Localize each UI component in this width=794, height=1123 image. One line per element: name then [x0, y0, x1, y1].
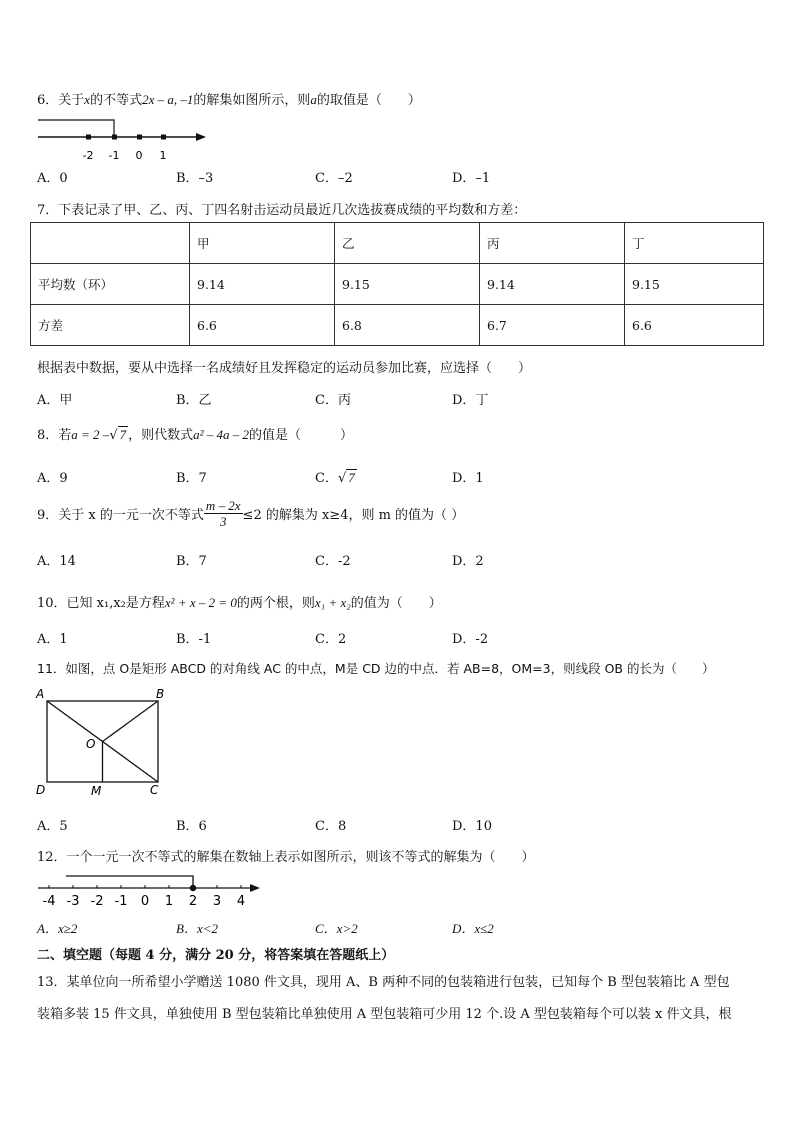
q9-option-d[interactable]: D．2 — [452, 554, 484, 569]
label-a: A — [36, 687, 45, 701]
table-cell: 6.6 — [625, 305, 764, 346]
label-o: O — [86, 737, 96, 751]
section-heading: 二、填空题（每题 4 分，满分 20 分，将答案填在答题纸上） — [37, 948, 395, 963]
q10-option-b[interactable]: B．-1 — [176, 632, 212, 647]
q11-stem: 11．如图，点 O是矩形 ABCD 的对角线 AC 的中点，M是 CD 边的中点．若 AB=8，OM=3，则线段 OB 的长为（ ） — [37, 661, 715, 676]
table-cell: 9.14 — [480, 264, 625, 305]
q7-follow: 根据表中数据，要从中选择一名成绩好且发挥稳定的运动员参加比赛，应选择（ ） — [37, 361, 532, 376]
q7-option-a[interactable]: A．甲 — [37, 393, 73, 408]
q12-option-d[interactable]: D．x≤2 — [452, 921, 494, 936]
q10-option-c[interactable]: C．2 — [315, 632, 347, 647]
q6-option-d[interactable]: D．–1 — [452, 171, 491, 186]
tick-label: 2 — [188, 894, 198, 908]
solid-point — [190, 885, 196, 891]
arrow-icon — [196, 133, 206, 141]
segment-ob — [103, 701, 159, 742]
table-cell: 6.7 — [480, 305, 625, 346]
tick-label: -1 — [108, 149, 120, 162]
q12-option-c[interactable]: C．x>2 — [315, 921, 358, 936]
q10-stem: 10．已知 x₁,x₂是方程x² + x – 2 = 0的两个根，则x₁ + x₂的值为（ ） — [37, 595, 442, 611]
table-row — [31, 223, 764, 264]
q8-stem: 8．若a = 2 –√ 7 ，则代数式a² – 4a – 2的值是（ ） — [37, 427, 354, 443]
tick-label: -3 — [66, 894, 80, 908]
q12-option-a[interactable]: A．x≥2 — [37, 921, 78, 936]
table-cell: 6.6 — [190, 305, 335, 346]
fraction: $\frac{m - 2x}{3}$ — [205, 498, 241, 529]
solution-ray — [66, 876, 193, 888]
table-cell: 甲 — [190, 223, 335, 264]
q7-option-d[interactable]: D．丁 — [452, 393, 489, 408]
tick-label: -2 — [82, 149, 94, 162]
tick-label: 1 — [164, 894, 174, 908]
label-d: D — [36, 783, 46, 797]
table-cell: 乙 — [335, 223, 480, 264]
tick-label: -1 — [114, 894, 128, 908]
table-cell: 6.8 — [335, 305, 480, 346]
q10-option-a[interactable]: A．1 — [37, 632, 68, 647]
tick-label: 0 — [140, 894, 150, 908]
table-row — [31, 305, 764, 346]
q12-stem: 12．一个一元一次不等式的解集在数轴上表示如图所示，则该不等式的解集为（ ） — [37, 850, 535, 865]
tick-mark — [112, 135, 117, 140]
q10-option-d[interactable]: D．-2 — [452, 632, 489, 647]
arrow-icon — [250, 884, 260, 892]
q7-option-c[interactable]: C．丙 — [315, 393, 351, 408]
scores-table — [30, 222, 764, 346]
label-b: B — [156, 687, 165, 701]
q9-stem: 9．关于 x 的一元一次不等式 $\frac{m - 2x}{3}$ ≤2 的解集为 x≥4，则 m 的值为（ ） — [37, 498, 465, 529]
q8-option-d[interactable]: D．1 — [452, 471, 484, 486]
q6-stem: 6．关于x的不等式2x – a, –1的解集如图所示，则a的取值是（ ） — [37, 92, 421, 108]
q6-option-c[interactable]: C．–2 — [315, 171, 353, 186]
label-c: C — [150, 783, 159, 797]
tick-label: 3 — [212, 894, 222, 908]
table-cell: 丙 — [480, 223, 625, 264]
tick-mark — [161, 135, 166, 140]
q6-option-a[interactable]: A．0 — [37, 171, 68, 186]
table-cell: 丁 — [625, 223, 764, 264]
table-row — [31, 264, 764, 305]
q8-option-a[interactable]: A．9 — [37, 471, 68, 486]
q6-option-b[interactable]: B．–3 — [176, 171, 214, 186]
q11-option-a[interactable]: A．5 — [37, 819, 68, 834]
tick-label: -2 — [90, 894, 104, 908]
q11-option-b[interactable]: B．6 — [176, 819, 207, 834]
q11-option-c[interactable]: C．8 — [315, 819, 347, 834]
tick-label: 4 — [236, 894, 246, 908]
table-cell — [31, 223, 190, 264]
rectangle-figure — [34, 684, 174, 799]
q9-option-c[interactable]: C．-2 — [315, 554, 351, 569]
tick-mark — [137, 135, 142, 140]
tick-label: 1 — [159, 149, 167, 162]
solution-ray — [38, 120, 114, 137]
label-m: M — [91, 784, 102, 798]
table-cell: 9.15 — [335, 264, 480, 305]
q8-option-b[interactable]: B．7 — [176, 471, 207, 486]
q12-option-b[interactable]: B．x<2 — [176, 921, 218, 936]
table-cell: 9.15 — [625, 264, 764, 305]
tick-label: 0 — [135, 149, 143, 162]
q7-stem: 7．下表记录了甲、乙、丙、丁四名射击运动员最近几次选拔赛成绩的平均数和方差： — [37, 203, 527, 218]
tick-mark — [86, 135, 91, 140]
q9-option-b[interactable]: B．7 — [176, 554, 207, 569]
q8-option-c[interactable]: C．√ 7 — [315, 470, 355, 486]
q6-number-line — [36, 115, 211, 165]
q9-option-a[interactable]: A．14 — [37, 554, 76, 569]
table-cell: 9.14 — [190, 264, 335, 305]
q13-line-1: 13．某单位向一所希望小学赠送 1080 件文具，现用 A、B 两种不同的包装箱进行包装，已知每个 B 型包装箱比 A 型包 — [37, 975, 730, 990]
q13-line-2: 装箱多装 15 件文具，单独使用 B 型包装箱比单独使用 A 型包装箱可少用 12 个.设 A 型包装箱每个可以装 x 件文具，根 — [37, 1007, 732, 1022]
table-cell: 方差 — [31, 305, 190, 346]
q7-option-b[interactable]: B．乙 — [176, 393, 212, 408]
table-cell: 平均数（环） — [31, 264, 190, 305]
tick-label: -4 — [42, 894, 56, 908]
q11-option-d[interactable]: D．10 — [452, 819, 492, 834]
q12-number-line — [36, 868, 266, 908]
